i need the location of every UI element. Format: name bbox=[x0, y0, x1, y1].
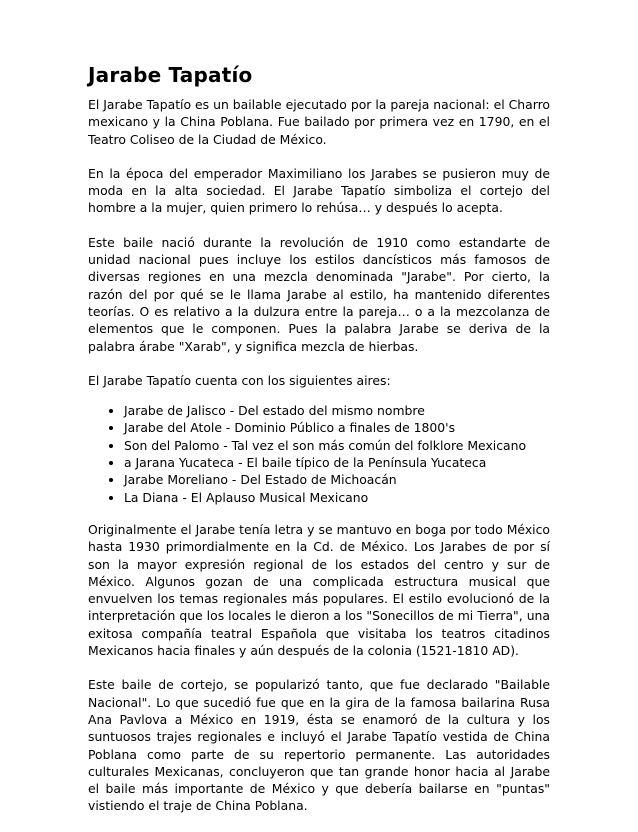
paragraph-intro: El Jarabe Tapatío es un bailable ejecutado por la pareja nacional: el Charro mexicano y la China Poblana. Fue bailado por primera vez en 1790, en el Teatro Coliseo de la Ciudad de México. bbox=[88, 97, 550, 147]
paragraph-maximiliano: En la época del emperador Maximiliano los Jarabes se pusieron muy de moda en la alta sociedad. El Jarabe Tapatío simboliza el cortejo del hombre a la mujer, quien primero lo rehúsa… y después lo acepta. bbox=[88, 165, 550, 216]
document-title: Jarabe Tapatío bbox=[88, 63, 253, 87]
aires-list bbox=[88, 402, 550, 506]
list-item: • Jarabe de Jalisco - Del estado del mismo nombre bbox=[124, 402, 550, 419]
list-item: • Son del Palomo - Tal vez el son más común del folklore Mexicano bbox=[124, 437, 550, 454]
paragraph-bailable-nacional: Este baile de cortejo, se popularizó tanto, que fue declarado "Bailable Nacional". Lo que sucedió fue que en la gira de la famosa bailarina Rusa Ana Pavlova a México en 1919, ésta se enamoró de la cultura y los suntuosos trajes regionales e incluyó el Jarabe Tapatío vestida de China Poblana como parte de su repertorio permanente. Las autoridades culturales Mexicanas, concluyeron que tan grande honor hacia al Jarabe el baile más importante de México y que debería bailarse en "puntas" vistiendo el traje de China Poblana. bbox=[88, 677, 550, 814]
list-item: • La Diana - El Aplauso Musical Mexicano bbox=[124, 489, 550, 506]
paragraph-aires-intro: El Jarabe Tapatío cuenta con los siguientes aires: bbox=[88, 372, 391, 388]
list-item: • Jarabe del Atole - Dominio Público a finales de 1800's bbox=[124, 419, 550, 436]
paragraph-revolucion: Este baile nació durante la revolución de 1910 como estandarte de unidad nacional pues incluye los estilos dancísticos más famosos de diversas regiones en una mezcla denominada "Jarabe". Por cierto, la razón del por qué se le llama Jarabe al estilo, ha mantenido diferentes teorías. O es relativo a la dulzura entre la pareja… o a la mezcolanza de elementos que le componen. Pues la palabra Jarabe se deriva de la palabra árabe "Xarab", y significa mezcla de hierbas. bbox=[88, 234, 550, 354]
document-page bbox=[88, 62, 550, 832]
list-item: • a Jarana Yucateca - El baile típico de la Península Yucateca bbox=[124, 454, 550, 471]
list-item: • Jarabe Moreliano - Del Estado de Michoacán bbox=[124, 471, 550, 488]
paragraph-historia: Originalmente el Jarabe tenía letra y se mantuvo en boga por todo México hasta 1930 primordialmente en la Cd. de México. Los Jarabes de por sí son la mayor expresión regional de los estados del centro y sur de México. Algunos gozan de una complicada estructura musical que envuelven los temas regionales más populares. El estilo evolucionó de la interpretación que los locales le dieron a los "Sonecillos de mi Tierra", una exitosa compañía teatral Española que visitaba los teatros citadinos Mexicanos hacia finales y aún después de la colonia (1521-1810 AD). bbox=[88, 521, 550, 659]
